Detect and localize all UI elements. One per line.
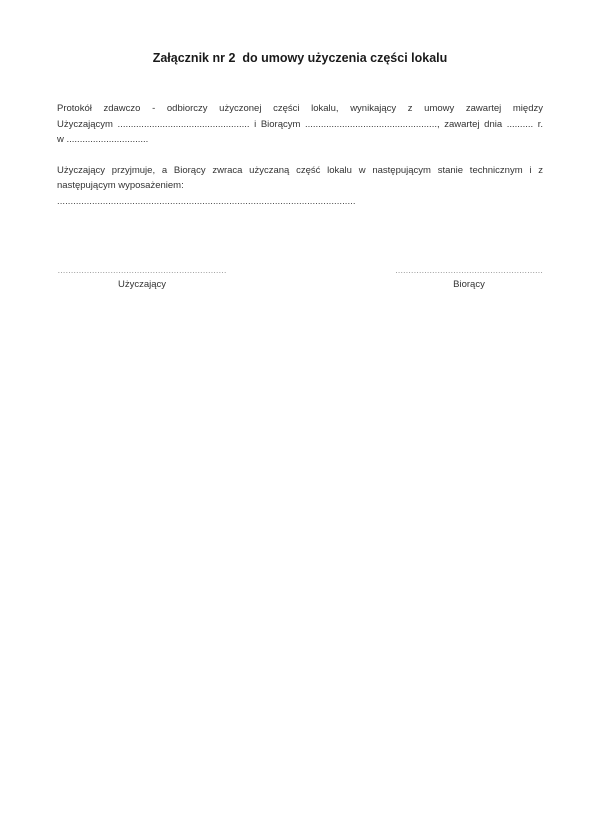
- page-title: Załącznik nr 2 do umowy użyczenia części lokalu: [152, 51, 448, 65]
- signature-block-lender: [57, 266, 227, 292]
- return-paragraph: [57, 163, 543, 210]
- intro-paragraph: [57, 101, 543, 148]
- equipment-fill-in-line: ...............................................................................................................: [57, 195, 356, 207]
- borrower-signature-line: ........................................................: [395, 266, 543, 276]
- signature-section: [0, 266, 600, 292]
- lender-signature-label: Użyczający: [117, 279, 167, 290]
- signature-block-borrower: [395, 266, 543, 292]
- intro-paragraph-line-3-place-blank: w ...............................: [57, 134, 149, 145]
- intro-paragraph-line-1: Protokół zdawczo - odbiorczy użyczonej części lokalu, wynikający z umowy zawartej między: [57, 103, 543, 114]
- document-body: [0, 101, 600, 209]
- return-paragraph-line-2: następującym wyposażeniem:: [57, 180, 184, 191]
- return-paragraph-line-1: Użyczający przyjmuje, a Biorący zwraca użyczaną część lokalu w następującym stanie technicznym i z: [57, 164, 543, 176]
- intro-paragraph-line-2-with-blanks: Użyczającym .................................................. i Biorącym .................................................., zawartej dnia .......... r.: [57, 118, 543, 130]
- lender-signature-line: ................................................................: [57, 266, 227, 276]
- borrower-signature-label: Biorący: [453, 279, 485, 290]
